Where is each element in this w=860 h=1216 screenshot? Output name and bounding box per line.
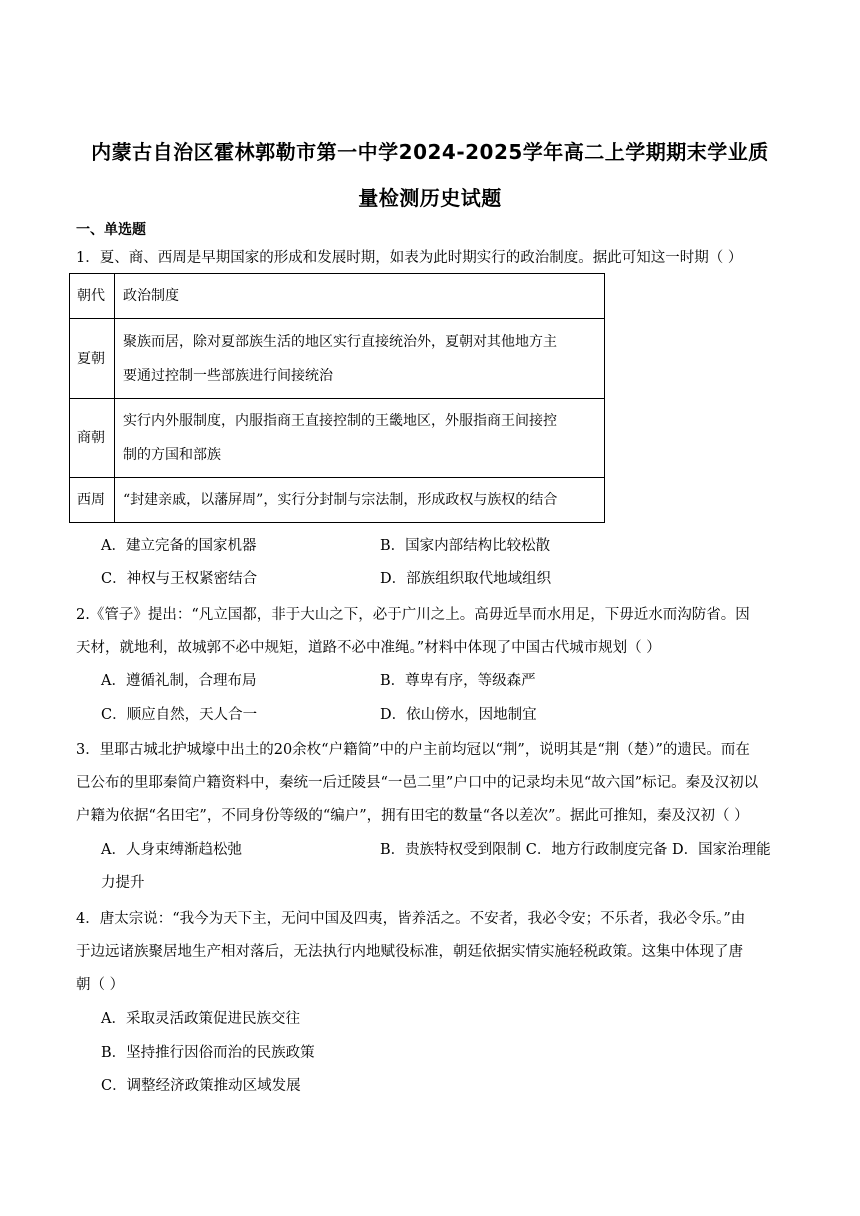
q2-option-d[interactable]: D．依山傍水，因地制宜	[380, 707, 537, 723]
q1-option-b[interactable]: B．国家内部结构比较松散	[380, 538, 551, 554]
q1-table	[69, 273, 605, 523]
table-cell-line: 制的方国和部族	[123, 447, 221, 463]
q3-stem-line1: 3．里耶古城北护城壕中出土的20余枚“户籍简”中的户主前均冠以“荆”，说明其是“荆（楚）”的遗民。而在	[76, 742, 750, 758]
q4-option-a[interactable]: A．采取灵活政策促进民族交往	[101, 1011, 300, 1027]
q4-option-b[interactable]: B．坚持推行因俗而治的民族政策	[101, 1045, 315, 1061]
table-row	[70, 399, 605, 478]
q1-option-d[interactable]: D．部族组织取代地域组织	[380, 571, 552, 587]
q1-option-c[interactable]: C．神权与王权紧密结合	[101, 571, 258, 587]
q3-option-d-continued: 力提升	[101, 875, 145, 891]
table-cell-line: 要通过控制一些部族进行间接统治	[123, 367, 333, 384]
table-cell-dynasty: 商朝	[70, 399, 115, 478]
table-cell-system	[115, 319, 605, 399]
q2-option-a[interactable]: A．遵循礼制，合理布局	[101, 673, 257, 689]
table-header-dynasty: 朝代	[70, 274, 115, 319]
exam-title-line1: 内蒙古自治区霍林郭勒市第一中学2024-2025学年高二上学期期末学业质	[91, 140, 769, 164]
table-cell-line: 聚族而居，除对夏部族生活的地区实行直接统治外，夏朝对其他地方主	[123, 333, 557, 350]
q3-stem-line3: 户籍为依据“名田宅”，不同身份等级的“编户”，拥有田宅的数量“各以差次”。据此可推知，秦及汉初（ ）	[76, 808, 749, 824]
table-header-system: 政治制度	[115, 274, 605, 319]
table-row	[70, 319, 605, 399]
q1-option-a[interactable]: A．建立完备的国家机器	[101, 538, 257, 554]
table-cell-system	[115, 399, 605, 478]
table-header-row	[70, 274, 605, 319]
q3-option-a[interactable]: A．人身束缚渐趋松弛	[101, 842, 242, 858]
q4-option-c[interactable]: C．调整经济政策推动区域发展	[101, 1078, 301, 1094]
q4-stem-line3: 朝（ ）	[76, 977, 125, 993]
table-cell-system: “封建亲戚，以藩屏周”，实行分封制与宗法制，形成政权与族权的结合	[115, 478, 605, 523]
q3-options-bcd[interactable]: B．贵族特权受到限制 C．地方行政制度完备 D．国家治理能	[380, 842, 771, 858]
q2-option-b[interactable]: B．尊卑有序，等级森严	[380, 673, 536, 689]
q2-stem-line1: 2.《管子》提出：“凡立国都，非于大山之下，必于广川之上。高毋近旱而水用足，下毋近水而沟防省。因	[76, 607, 750, 623]
table-cell-dynasty: 西周	[70, 478, 115, 523]
section-heading: 一、单选题	[76, 222, 146, 238]
q4-stem-line2: 于边远诸族聚居地生产相对落后，无法执行内地赋役标准，朝廷依据实情实施轻税政策。这集中体现了唐	[76, 944, 743, 960]
q1-stem: 1．夏、商、西周是早期国家的形成和发展时期，如表为此时期实行的政治制度。据此可知这一时期（ ）	[76, 250, 743, 266]
table-row	[70, 478, 605, 523]
table-cell-line: 实行内外服制度，内服指商王直接控制的王畿地区，外服指商王间接控	[123, 413, 557, 429]
exam-title-line2: 量检测历史试题	[358, 186, 502, 210]
q2-stem-line2: 天材，就地利，故城郭不必中规矩，道路不必中准绳。”材料中体现了中国古代城市规划（ ）	[76, 640, 661, 656]
q4-stem-line1: 4．唐太宗说：“我今为天下主，无问中国及四夷，皆养活之。不安者，我必令安；不乐者，我必令乐。”由	[76, 911, 746, 927]
q2-option-c[interactable]: C．顺应自然，天人合一	[101, 707, 258, 723]
q3-stem-line2: 已公布的里耶秦简户籍资料中，秦统一后迁陵县“一邑二里”户口中的记录均未见“故六国”标记。秦及汉初以	[76, 775, 759, 791]
table-cell-dynasty: 夏朝	[70, 319, 115, 399]
